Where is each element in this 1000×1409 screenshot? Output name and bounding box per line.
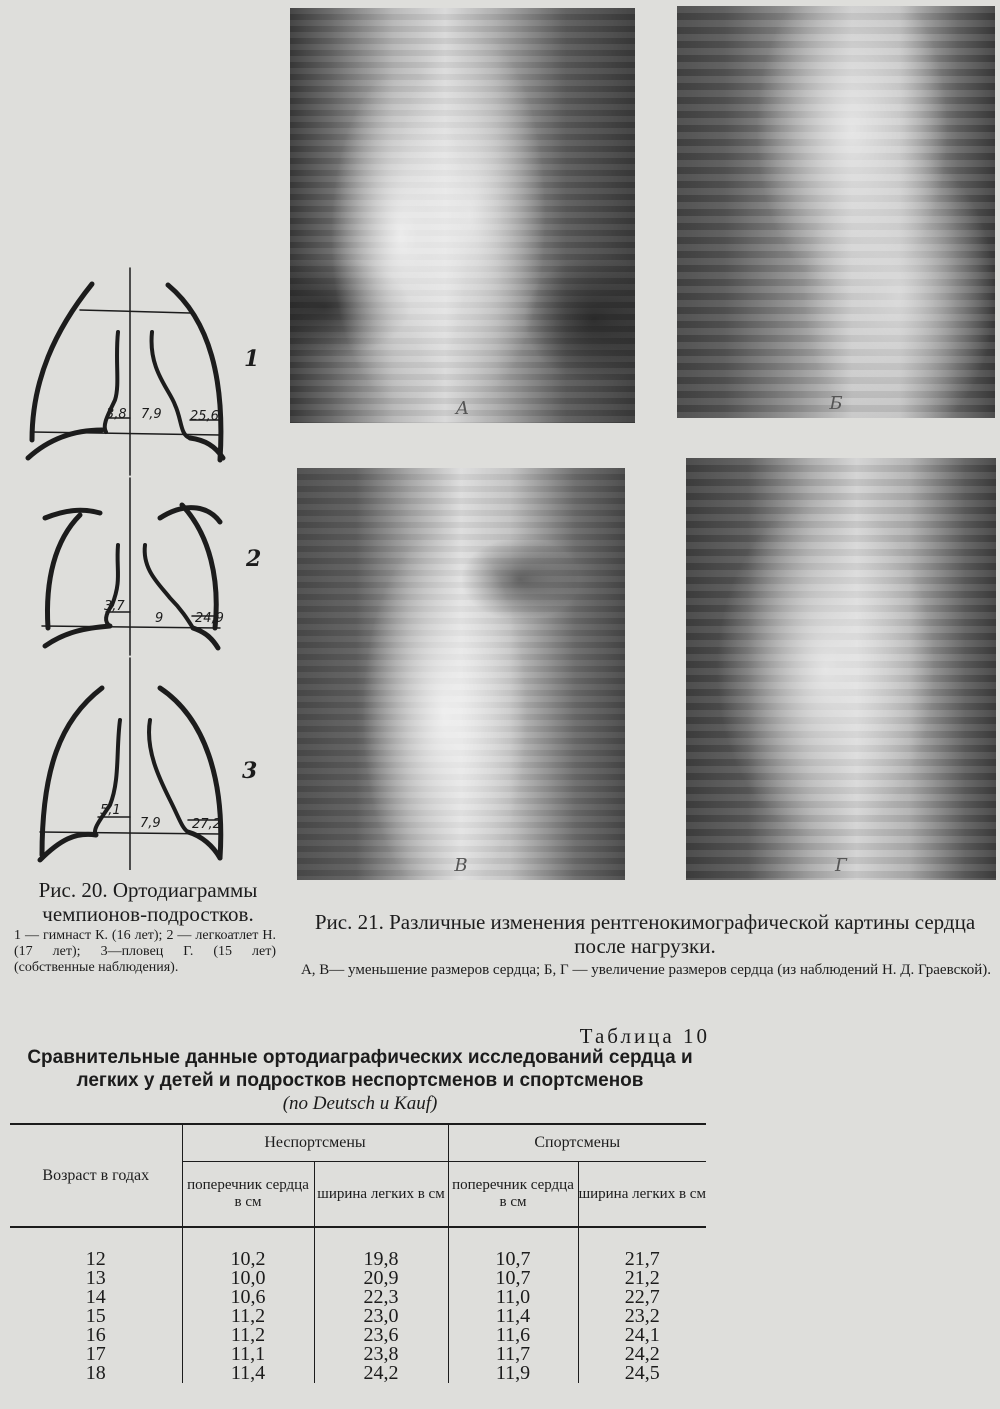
diagram-1-left-value: 3,8 bbox=[106, 407, 127, 422]
header-lung-width: ширина легких в см bbox=[314, 1162, 448, 1228]
diagram-3-center-value: 7,9 bbox=[140, 816, 161, 831]
cell-age: 12 bbox=[85, 1248, 106, 1270]
diagram-2-left-value: 3,7 bbox=[104, 599, 125, 614]
cell-athlete-lung: 21,7 bbox=[578, 1250, 706, 1269]
table-body bbox=[10, 1227, 706, 1383]
orthodiagram-drawings bbox=[20, 260, 280, 870]
header-group-athletes: Спортсмены bbox=[448, 1124, 706, 1162]
figure-20-caption-legend: 1 — гимнаст К. (16 лет); 2 — легкоатлет Н. (17 лет); 3—пловец Г. (15 лет) (собственные наблюдения). bbox=[14, 928, 276, 975]
cell-nonathlete-heart: 11,2 bbox=[182, 1326, 314, 1345]
figure-21-caption-legend: А, В— уменьшение размеров сердца; Б, Г — увеличение размеров сердца (из наблюдений Н. Д. Граевской). bbox=[300, 962, 992, 978]
diagram-3-left-value: 5,1 bbox=[100, 803, 121, 818]
xray-panel-v bbox=[297, 468, 625, 880]
orthodiagram-3 bbox=[40, 658, 221, 870]
table-label: Таблица 10 bbox=[579, 1024, 710, 1048]
diagram-1-right-value: 25,6 bbox=[190, 409, 219, 424]
diagram-2-right-value: 24,9 bbox=[195, 611, 224, 626]
cell-age: 13 bbox=[85, 1267, 106, 1289]
cell-nonathlete-lung: 23,6 bbox=[314, 1326, 448, 1345]
cell-age: 15 bbox=[85, 1305, 106, 1327]
xray-panel-b-letter: Б bbox=[829, 393, 843, 414]
cell-athlete-lung: 22,7 bbox=[578, 1288, 706, 1307]
xray-panel-a bbox=[290, 8, 635, 423]
cell-nonathlete-heart: 11,4 bbox=[182, 1364, 314, 1383]
xray-panel-v-letter: В bbox=[454, 855, 468, 876]
cell-nonathlete-lung: 19,8 bbox=[314, 1250, 448, 1269]
cell-athlete-lung: 24,2 bbox=[578, 1345, 706, 1364]
table-10 bbox=[10, 1123, 706, 1383]
figure-20-caption-title: Рис. 20. Ортодиаграммы чемпионов-подростков. bbox=[38, 878, 258, 926]
cell-athlete-heart: 11,7 bbox=[448, 1345, 578, 1364]
cell-athlete-heart: 10,7 bbox=[448, 1269, 578, 1288]
cell-athlete-heart: 11,4 bbox=[448, 1307, 578, 1326]
diagram-2-index: 2 bbox=[246, 546, 262, 572]
cell-athlete-heart: 11,6 bbox=[448, 1326, 578, 1345]
orthodiagram-2 bbox=[42, 478, 220, 655]
cell-nonathlete-heart: 11,2 bbox=[182, 1307, 314, 1326]
xray-panel-a-letter: А bbox=[455, 398, 470, 419]
cell-athlete-lung: 23,2 bbox=[578, 1307, 706, 1326]
xray-panel-g bbox=[686, 458, 996, 880]
table-row bbox=[10, 1250, 706, 1269]
cell-nonathlete-heart: 10,2 bbox=[182, 1250, 314, 1269]
table-title: Сравнительные данные ортодиаграфических исследований сердца и легких у детей и подростков неспортсменов и спортсменов bbox=[27, 1047, 693, 1091]
header-group-nonathletes: Неспортсмены bbox=[182, 1124, 448, 1162]
cell-nonathlete-lung: 22,3 bbox=[314, 1288, 448, 1307]
diagram-3-right-value: 27,2 bbox=[192, 817, 221, 832]
cell-athlete-heart: 11,0 bbox=[448, 1288, 578, 1307]
table-row bbox=[10, 1269, 706, 1288]
figure-21-caption-title: Рис. 21. Различные изменения рентгенокимографической картины сердца после нагрузки. bbox=[314, 910, 976, 958]
cell-nonathlete-lung: 24,2 bbox=[314, 1364, 448, 1383]
diagram-3-index: 3 bbox=[242, 758, 258, 784]
table-header bbox=[10, 1124, 706, 1227]
cell-athlete-lung: 24,5 bbox=[578, 1364, 706, 1383]
cell-nonathlete-lung: 23,0 bbox=[314, 1307, 448, 1326]
cell-nonathlete-heart: 10,6 bbox=[182, 1288, 314, 1307]
cell-age: 17 bbox=[85, 1343, 106, 1365]
table-row bbox=[10, 1326, 706, 1345]
xray-panel-g-letter: Г bbox=[835, 855, 847, 876]
cell-athlete-heart: 10,7 bbox=[448, 1250, 578, 1269]
table-row bbox=[10, 1288, 706, 1307]
header-age: Возраст в годах bbox=[42, 1166, 150, 1184]
table-row bbox=[10, 1307, 706, 1326]
table-row bbox=[10, 1364, 706, 1383]
cell-nonathlete-heart: 10,0 bbox=[182, 1269, 314, 1288]
cell-nonathlete-lung: 23,8 bbox=[314, 1345, 448, 1364]
cell-athlete-heart: 11,9 bbox=[448, 1364, 578, 1383]
diagram-2-center-value: 9 bbox=[155, 611, 164, 626]
diagram-1-index: 1 bbox=[244, 346, 260, 372]
cell-age: 18 bbox=[85, 1362, 106, 1384]
table-source: (по Deutsch и Kauf) bbox=[282, 1093, 438, 1114]
figure-20-orthodiagrams bbox=[20, 260, 280, 870]
header-heart-width: поперечник сердца в см bbox=[448, 1162, 578, 1228]
cell-age: 16 bbox=[85, 1324, 106, 1346]
cell-athlete-lung: 21,2 bbox=[578, 1269, 706, 1288]
cell-nonathlete-lung: 20,9 bbox=[314, 1269, 448, 1288]
header-heart-width: поперечник сердца в см bbox=[182, 1162, 314, 1228]
xray-panel-b bbox=[677, 6, 995, 418]
diagram-1-center-value: 7,9 bbox=[141, 407, 162, 422]
cell-athlete-lung: 24,1 bbox=[578, 1326, 706, 1345]
table-row bbox=[10, 1345, 706, 1364]
header-lung-width: ширина легких в см bbox=[578, 1162, 706, 1228]
orthodiagram-1 bbox=[28, 268, 223, 475]
cell-nonathlete-heart: 11,1 bbox=[182, 1345, 314, 1364]
cell-age: 14 bbox=[85, 1286, 106, 1308]
